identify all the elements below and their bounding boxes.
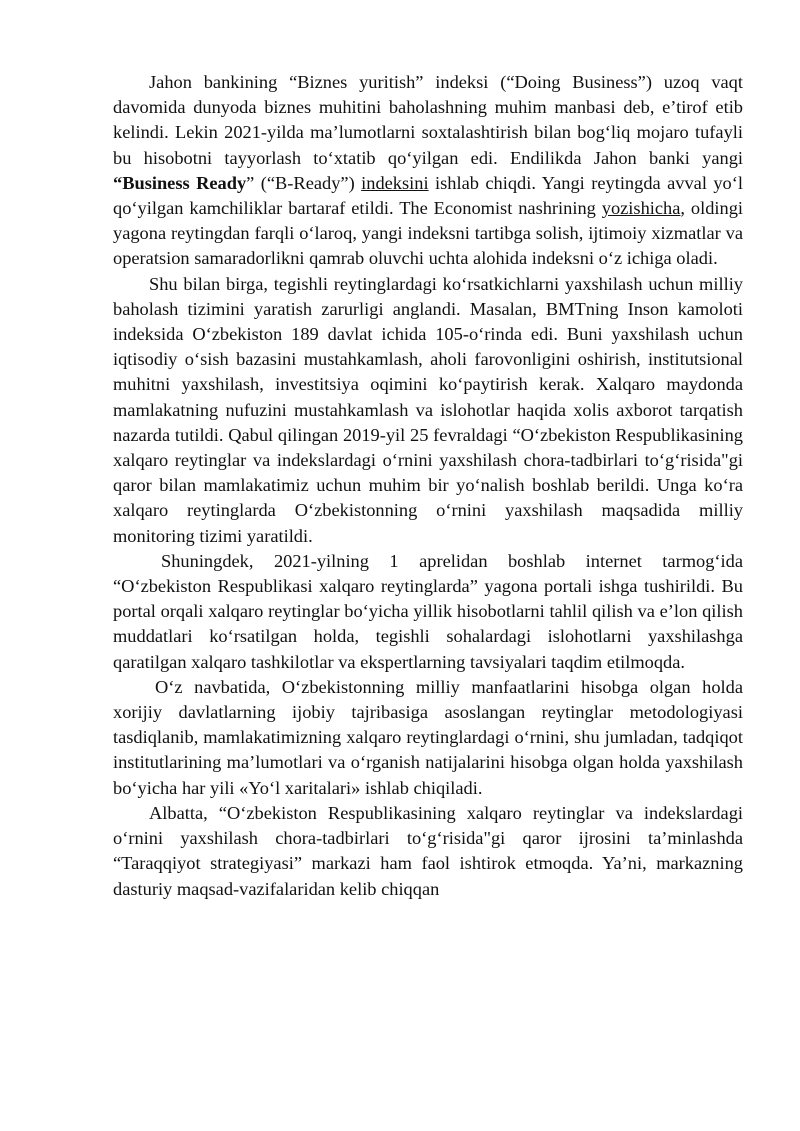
paragraph	[113, 70, 743, 272]
paragraph-text: Shu bilan birga, tegishli reytinglardagi ko‘rsatkichlarni yaxshilash uchun milliy baholash tizimini yaratish zarurligi anglandi. Masalan, BMTning Inson kamoloti indeksida O‘zbekiston 189 davlat ichida 105-o‘rinda edi. Buni yaxshilash uchun iqtisodiy o‘sish bazasini mustahkamlash, aholi farovonligini oshirish, institutsional muhitni yaxshilash, investitsiya oqimini ko‘paytirish kerak. Xalqaro maydonda mamlakatning nufuzini mustahkamlash va islohotlar haqida xolis axborot tarqatish nazarda tutildi. Qabul qilingan 2019-yil 25 fevraldagi “O‘zbekiston Respublikasining xalqaro reytinglar va indekslardagi o‘rnini yaxshilash chora-tadbirlari to‘g‘risida"gi qaror bilan mamlakatimiz uchun muhim bir yo‘nalish boshlab berildi. Unga ko‘ra xalqaro reytinglarda O‘zbekistonning o‘rnini yaxshilash maqsadida milliy monitoring tizimi yaratildi.	[113, 273, 743, 546]
paragraph-text: Shuningdek, 2021-yilning 1 aprelidan boshlab internet tarmog‘ida “O‘zbekiston Respublikasi xalqaro reytinglarda” yagona portali ishga tushirildi. Bu portal orqali xalqaro reytinglar bo‘yicha yillik hisobotlarni tahlil qilish va e’lon qilish muddatlari ko‘rsatilgan holda, tegishli sohalardagi islohotlarni yaxshilashga qaratilgan xalqaro tashkilotlar va ekspertlarning tavsiyalari taqdim etilmoqda.	[113, 550, 743, 672]
paragraph-text: ” (“B-Ready”)	[246, 172, 362, 193]
paragraph-text: , oldingi yagona reytingdan farqli o‘laroq, yangi indeksni tartibga solish, ijtimoiy xizmatlar va operatsion samaradorlikni qamrab oluvchi uchta alohida indeksni o‘z ichiga oladi.	[113, 198, 743, 269]
document-page	[113, 70, 743, 902]
indeksini-link[interactable]: indeksini	[361, 172, 429, 193]
paragraph	[113, 801, 743, 902]
bold-text: “Business Ready	[113, 172, 247, 193]
paragraph	[113, 549, 743, 675]
paragraph-text: Jahon bankining “Biznes yuritish” indeksi (“Doing Business”) uzoq vaqt davomida dunyoda biznes muhitini baholashning muhim manbasi deb, e’tirof etib kelindi. Lekin 2021-yilda ma’lumotlarni soxtalashtirish bilan bog‘liq mojaro tufayli bu hisobotni tayyorlash to‘xtatib qo‘yilgan edi. Endilikda Jahon banki yangi	[113, 72, 743, 168]
yozishicha-link[interactable]: yozishicha	[601, 198, 681, 219]
paragraph-text: ishlab chiqdi. Yangi reytingda avval yo‘l qo‘yilgan kamchiliklar bartaraf etildi. The Economist nashrining	[113, 172, 743, 219]
paragraph-text: O‘z navbatida, O‘zbekistonning milliy manfaatlarini hisobga olgan holda xorijiy davlatlarning ijobiy tajribasiga asoslangan reytinglar metodologiyasi tasdiqlanib, mamlakatimizning xalqaro reytinglardagi o‘rnini, shu jumladan, tadqiqot institutlarining ma’lumotlari va o‘rganish natijalarini hisobga olgan holda yaxshilash bo‘yicha har yili «Yo‘l xaritalari» ishlab chiqiladi.	[113, 676, 743, 798]
paragraph	[113, 272, 743, 549]
paragraph	[113, 675, 743, 801]
paragraph-text: Albatta, “O‘zbekiston Respublikasining xalqaro reytinglar va indekslardagi o‘rnini yaxshilash chora-tadbirlari to‘g‘risida"gi qaror ijrosini ta’minlashda “Taraqqiyot strategiyasi” markazi ham faol ishtirok etmoqda. Ya’ni, markazning dasturiy maqsad-vazifalaridan kelib chiqqan	[113, 802, 743, 899]
